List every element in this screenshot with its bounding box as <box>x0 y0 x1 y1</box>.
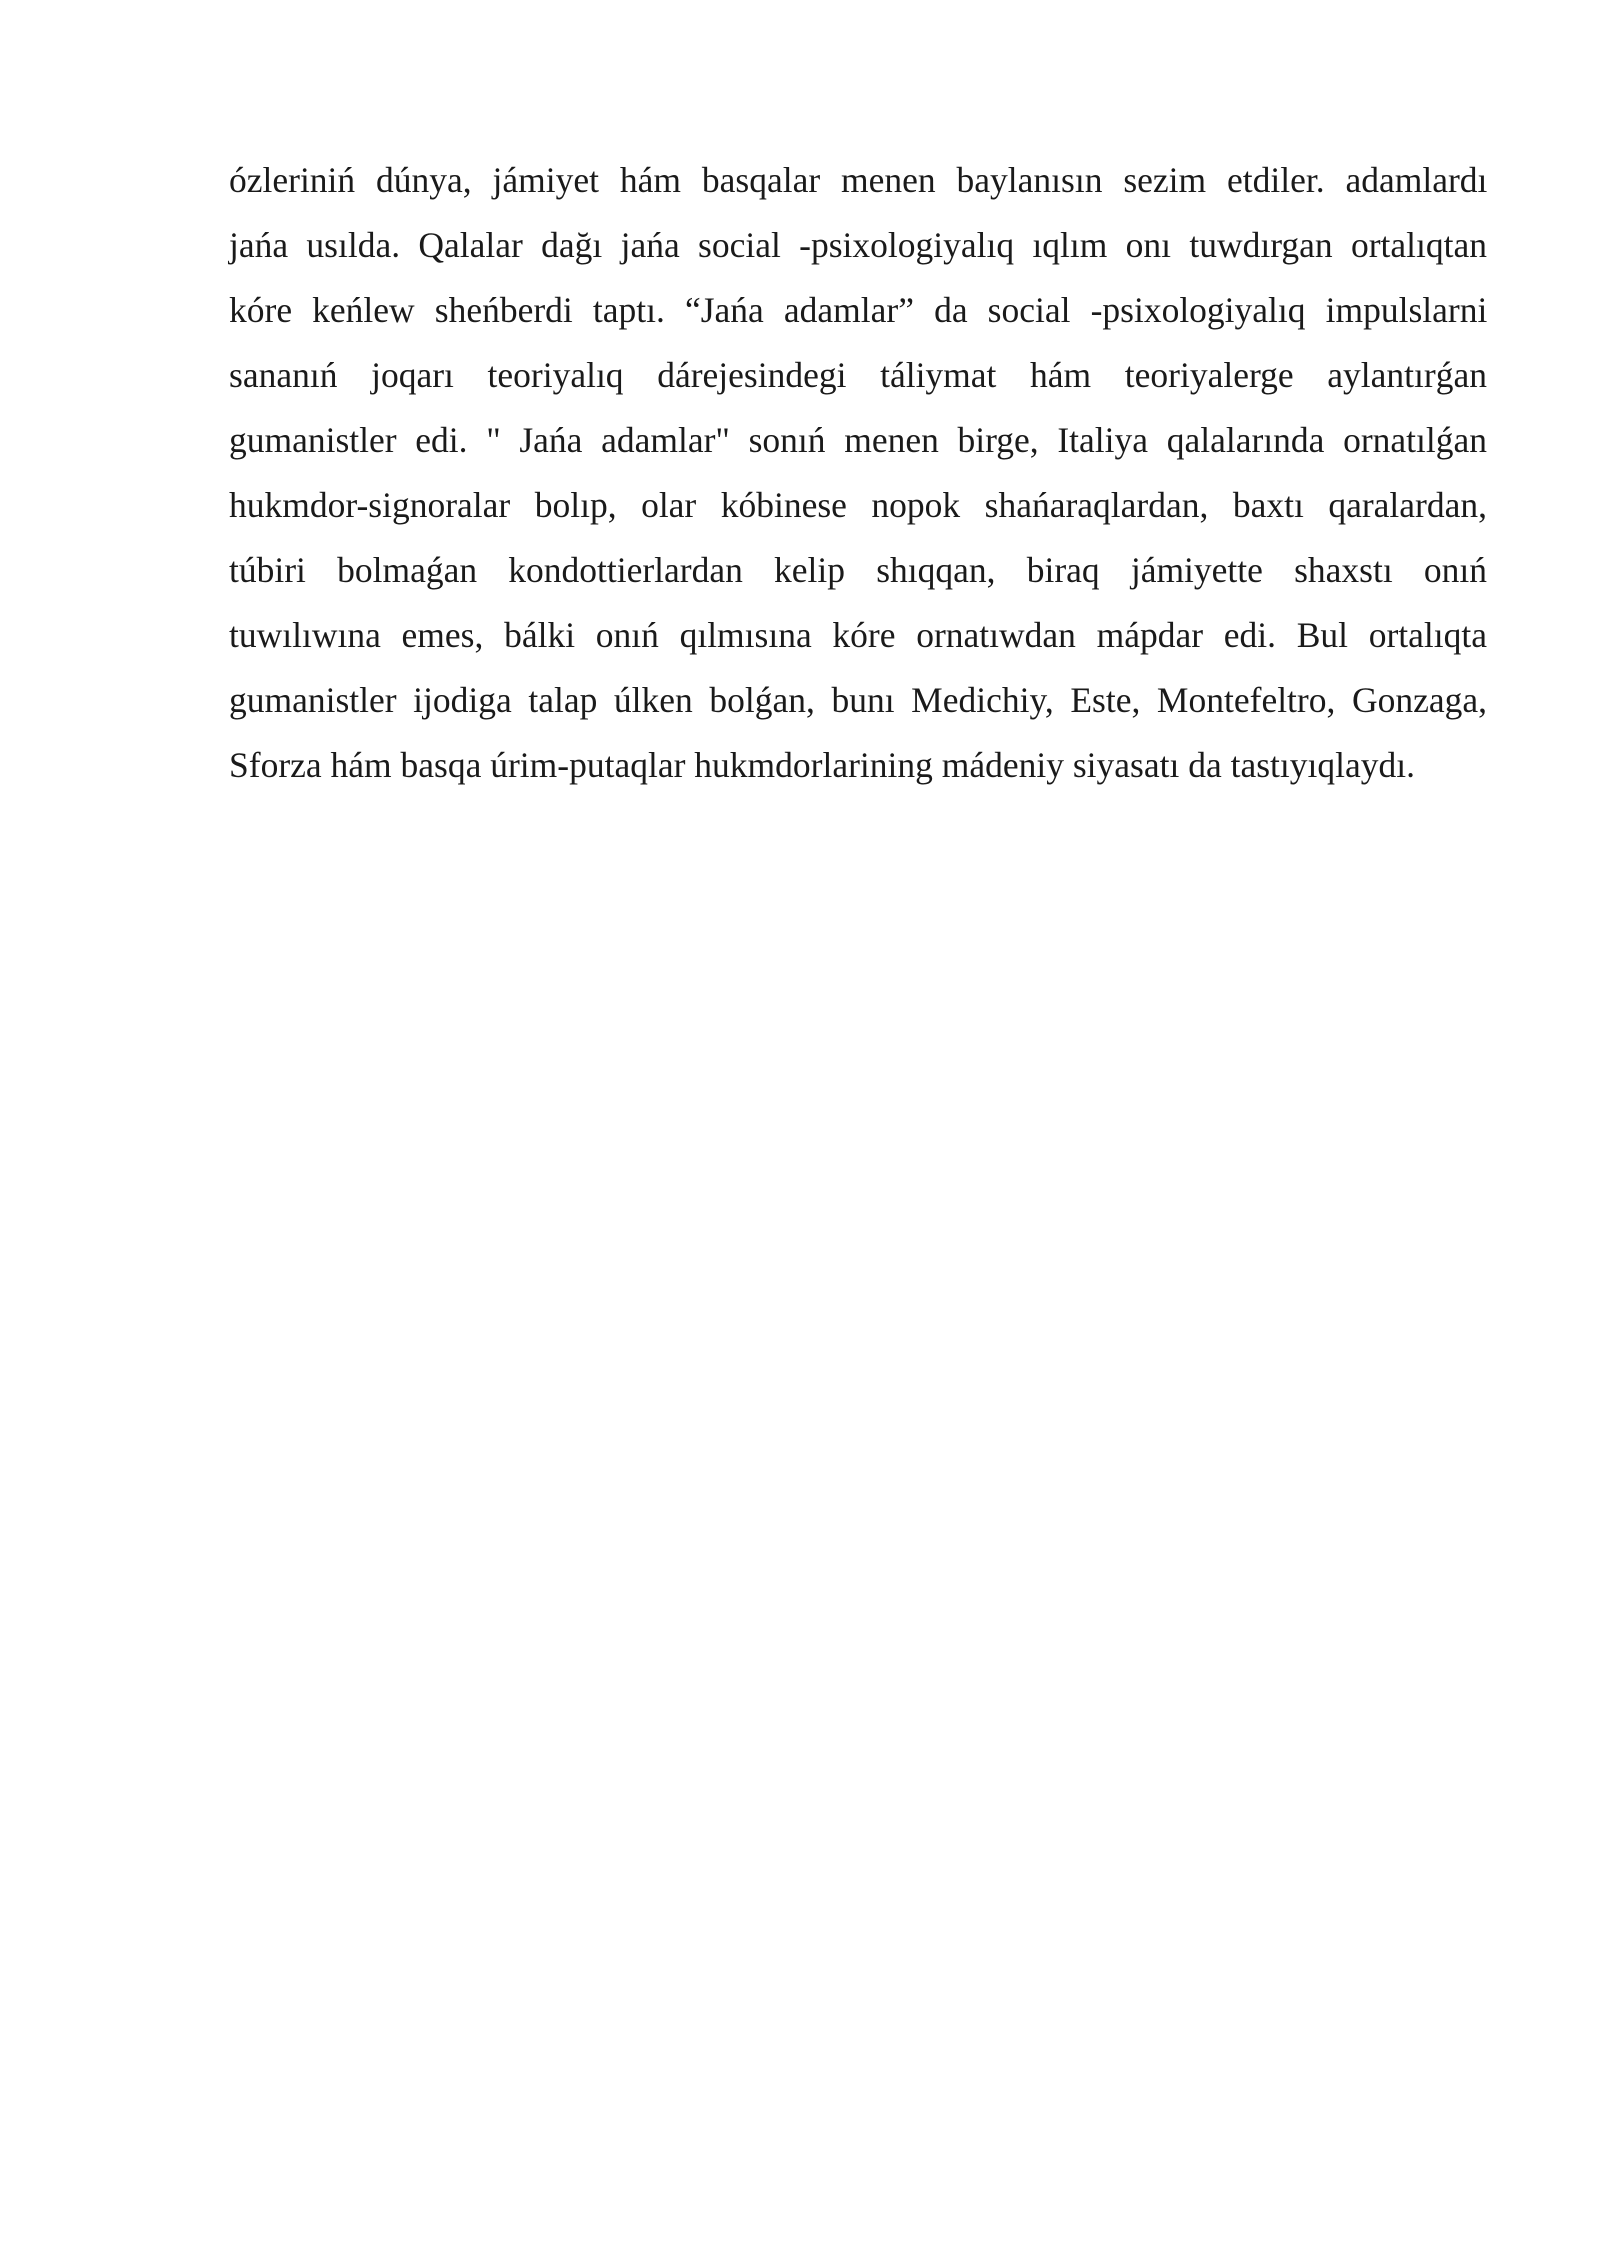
text-line: gumanistler edi. " Jańa adamlar" sonıń menen birge, Italiya qalalarında ornatılǵan <box>229 420 1487 460</box>
text-line: sananıń joqarı teoriyalıq dárejesindegi táliymat hám teoriyalerge aylantırǵan <box>229 355 1487 395</box>
text-line: Sforza hám basqa úrim-putaqlar hukmdorlarining mádeniy siyasatı da tastıyıqlaydı. <box>229 745 1415 785</box>
text-line: jańa usılda. Qalalar dağı jańa social -psixologiyalıq ıqlım onı tuwdırgan ortalıqtan <box>229 225 1487 265</box>
text-line: gumanistler ijodiga talap úlken bolǵan, bunı Medichiy, Este, Montefeltro, Gonzaga, <box>229 680 1487 720</box>
text-line: ózleriniń dúnya, jámiyet hám basqalar menen baylanısın sezim etdiler. adamlardı <box>229 160 1488 200</box>
text-line: tuwılıwına emes, bálki onıń qılmısına kóre ornatıwdan mápdar edi. Bul ortalıqta <box>229 615 1487 655</box>
body-paragraph <box>229 148 1487 798</box>
text-line: hukmdor-signoralar bolıp, olar kóbinese nopok shańaraqlardan, baxtı qaralardan, <box>229 485 1487 525</box>
text-line: kóre keńlew sheńberdi taptı. “Jańa adamlar” da social -psixologiyalıq impulslarni <box>229 290 1488 330</box>
text-line: túbiri bolmaǵan kondottierlardan kelip shıqqan, biraq jámiyette shaxstı onıń <box>229 550 1487 590</box>
